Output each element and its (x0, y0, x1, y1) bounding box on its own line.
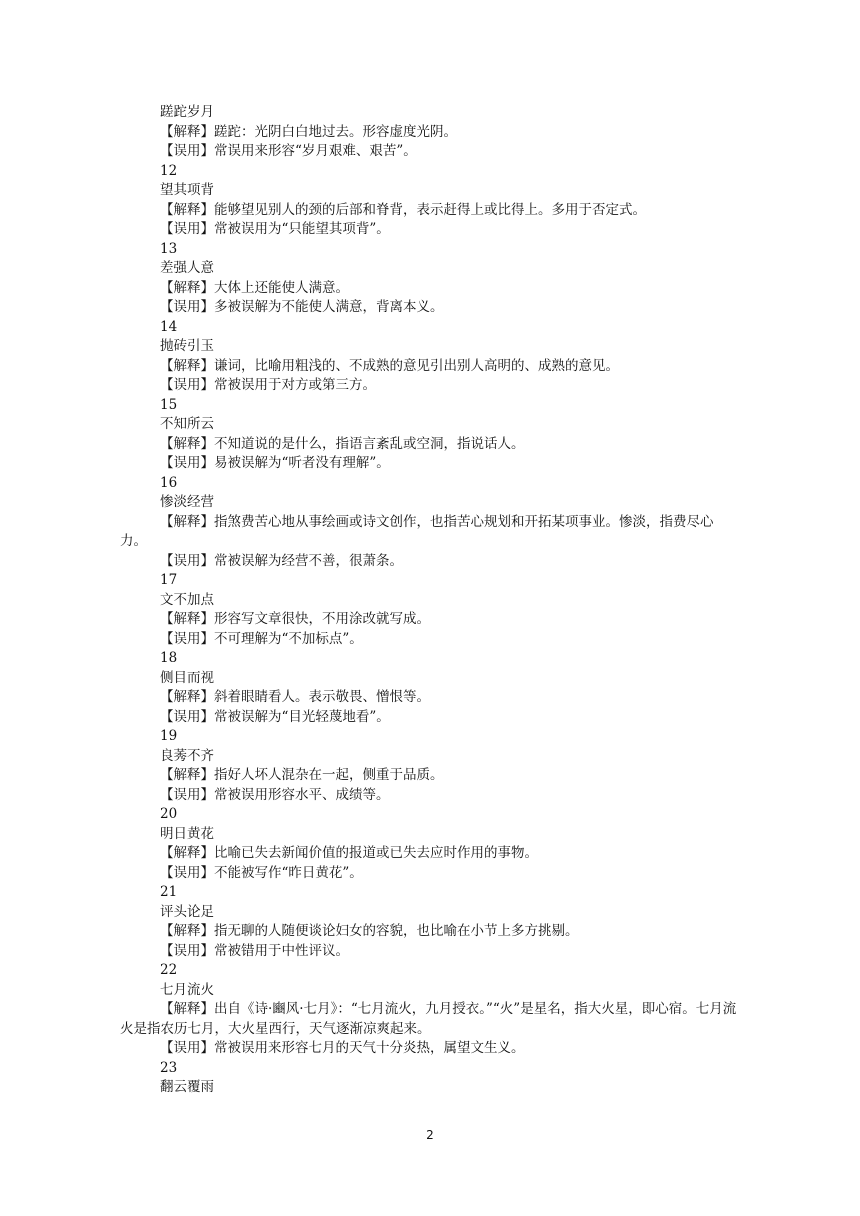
entry-title: 七月流火 (160, 981, 214, 998)
entry-title: 差强人意 (160, 260, 214, 276)
entry-number: 12 (160, 162, 178, 179)
entry-number: 17 (160, 572, 178, 588)
entry-misuse: 【误用】常被误解为经营不善，很萧条。 (160, 552, 403, 569)
entry-explanation: 【解释】形容写文章很快，不用涂改就写成。 (160, 611, 430, 627)
entry-number: 23 (160, 1059, 178, 1076)
entry-misuse: 【误用】易被误解为“听者没有理解”。 (160, 455, 390, 471)
entry-explanation: 【解释】出自《诗·豳风·七月》：“七月流火，九月授衣。”“火”是星名，指大火星，即心宿。七月流火是指农历七月，大火星西行，天气逐渐凉爽起来。 (120, 1001, 737, 1037)
entry-explanation: 【解释】大体上还能使人满意。 (160, 279, 349, 296)
entry-misuse: 【误用】不能被写作“昨日黄花”。 (160, 864, 363, 881)
entry-misuse: 【误用】常误用来形容“岁月艰难、艰苦”。 (160, 143, 417, 159)
entry-misuse: 【误用】常被误用为“只能望其项背”。 (160, 221, 390, 237)
entry-number: 19 (160, 728, 178, 744)
entry-number: 21 (160, 884, 178, 900)
entry-misuse: 【误用】不可理解为“不加标点”。 (160, 630, 363, 647)
entry-number: 22 (160, 962, 178, 978)
entry-title: 文不加点 (160, 591, 214, 608)
entry-explanation: 【解释】比喻已失去新闻价值的报道或已失去应时作用的事物。 (160, 845, 538, 861)
entry-number: 16 (160, 474, 178, 491)
entry-explanation: 【解释】蹉跎：光阴白白地过去。形容虚度光阴。 (160, 123, 457, 140)
entry-explanation: 【解释】斜着眼睛看人。表示敬畏、憎恨等。 (160, 689, 430, 705)
entry-explanation: 【解释】指煞费苦心地从事绘画或诗文创作，也指苦心规划和开拓某项事业。惨淡，指费尽心力。 (120, 513, 714, 549)
entry-title: 蹉跎岁月 (160, 104, 214, 120)
entry-title: 惨淡经营 (160, 494, 214, 510)
entry-title: 良莠不齐 (160, 747, 214, 764)
entry-title: 翻云覆雨 (160, 1079, 214, 1095)
entry-title: 侧目而视 (160, 669, 214, 686)
entry-explanation: 【解释】指无聊的人随便谈论妇女的容貌，也比喻在小节上多方挑剔。 (160, 923, 579, 939)
entry-number: 18 (160, 650, 178, 666)
entry-explanation: 【解释】能够望见别人的颈的后部和脊背，表示赶得上或比得上。多用于否定式。 (160, 201, 646, 218)
entry-misuse: 【误用】常被误解为“目光轻蔑地看”。 (160, 708, 390, 725)
document-body (120, 103, 740, 1098)
entry-title: 抛砖引玉 (160, 338, 214, 354)
entry-misuse: 【误用】多被误解为不能使人满意，背离本义。 (160, 299, 444, 315)
entry-misuse: 【误用】常被误用于对方或第三方。 (160, 377, 376, 393)
entry-misuse: 【误用】常被错用于中性评议。 (160, 942, 349, 959)
entry-number: 13 (160, 240, 178, 257)
entry-title: 明日黄花 (160, 825, 214, 842)
entry-title: 望其项背 (160, 182, 214, 198)
entry-misuse: 【误用】常被误用形容水平、成绩等。 (160, 786, 390, 803)
entry-number: 15 (160, 396, 178, 413)
entry-title: 评头论足 (160, 903, 214, 920)
entry-explanation: 【解释】谦词，比喻用粗浅的、不成熟的意见引出别人高明的、成熟的意见。 (160, 357, 619, 374)
entry-title: 不知所云 (160, 416, 214, 432)
entry-number: 20 (160, 806, 178, 822)
entry-explanation: 【解释】指好人坏人混杂在一起，侧重于品质。 (160, 767, 444, 783)
entry-number: 14 (160, 318, 178, 335)
entry-explanation: 【解释】不知道说的是什么，指语言紊乱或空洞，指说话人。 (160, 435, 525, 452)
entry-misuse: 【误用】常被误用来形容七月的天气十分炎热，属望文生义。 (160, 1040, 525, 1056)
page-number: 2 (426, 1128, 434, 1142)
